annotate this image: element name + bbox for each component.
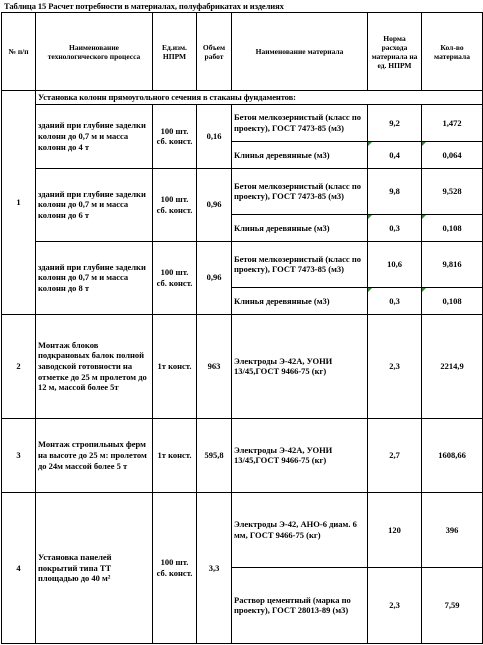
row3-volume: 595,8 <box>197 418 232 492</box>
header-qty: Кол-во материала <box>422 13 483 91</box>
table-caption: Таблица 15 Расчет потребности в материалах, полуфабрикатах и изделиях <box>4 1 284 11</box>
row3-process: Монтаж стропильных ферм на высоте до 25 м: пролетом до 24м массой более 5 т <box>36 418 153 492</box>
row4-m2-norm: 2,3 <box>368 567 422 643</box>
materials-table <box>1 12 483 644</box>
row3-norm: 2,7 <box>368 418 422 492</box>
row2-num: 2 <box>2 314 36 418</box>
row2-unit: 1т конст. <box>153 314 197 418</box>
table-row <box>2 314 483 418</box>
row1-section-title: Установка колонн прямоугольного сечения в стаканы фундаментов: <box>36 91 483 105</box>
row1-g1-m2-qty-value: 0,064 <box>442 149 462 160</box>
table-row <box>2 168 483 215</box>
row1-g1-m2-name: Клинья деревянные (м3) <box>232 142 368 168</box>
row1-g3-unit: 100 шт. сб. конст. <box>153 241 197 314</box>
row1-g3-process: зданий при глубине заделки колонн до 0,7 м и масса колонн до 8 т <box>36 241 153 314</box>
row1-g1-process: зданий при глубине заделки колонн до 0,7 м и масса колонн до 4 т <box>36 104 153 168</box>
cell-marker-icon <box>368 215 372 219</box>
row1-g2-process: зданий при глубине заделки колонн до 0,7 м и масса колонн до 6 т <box>36 168 153 241</box>
header-volume: Объем работ <box>197 13 232 91</box>
cell-marker-icon <box>422 142 426 146</box>
row1-g3-m1-name: Бетон мелкозернистый (класс по проекту), ГОСТ 7473-85 (м3) <box>232 241 368 288</box>
row1-g1-m2-norm-value: 0,4 <box>389 149 400 160</box>
header-material: Наименование материала <box>232 13 368 91</box>
row4-m2-qty: 7,59 <box>422 567 483 643</box>
row3-unit: 1т конст. <box>153 418 197 492</box>
row2-norm: 2,3 <box>368 314 422 418</box>
row1-g2-volume: 0,96 <box>197 168 232 241</box>
table-row <box>2 104 483 141</box>
cell-marker-icon <box>422 215 426 219</box>
row1-g2-m2-norm-value: 0,3 <box>389 222 400 233</box>
row1-g1-unit: 100 шт. сб. конст. <box>153 104 197 168</box>
header-norm: Норма расхода материала на ед. НПРМ <box>368 13 422 91</box>
row3-material: Электроды Э-42А, УОНИ 13/45,ГОСТ 9466-75 (кг) <box>232 418 368 492</box>
row2-volume: 963 <box>197 314 232 418</box>
row1-g1-m1-norm: 9,2 <box>368 104 422 141</box>
row1-g1-m2-norm <box>368 142 422 168</box>
row4-m1-qty: 396 <box>422 492 483 567</box>
row1-g3-volume: 0,96 <box>197 241 232 314</box>
cell-marker-icon <box>368 288 372 292</box>
row4-volume: 3,3 <box>197 492 232 643</box>
row1-g2-m1-qty: 9,528 <box>422 168 483 215</box>
row4-m1-norm: 120 <box>368 492 422 567</box>
row2-process: Монтаж блоков подкрановых балок полной заводской готовности на отметке до 25 м пролетом до 12 м, массой более 5т <box>36 314 153 418</box>
row1-g1-m2-qty <box>422 142 483 168</box>
header-process: Наименование технологического процесса <box>36 13 153 91</box>
row4-unit: 100 шт. сб. конст. <box>153 492 197 643</box>
row1-g3-m2-qty <box>422 288 483 314</box>
row1-g2-m2-qty <box>422 215 483 241</box>
row1-g2-unit: 100 шт. сб. конст. <box>153 168 197 241</box>
row1-g1-volume: 0,16 <box>197 104 232 168</box>
table-row <box>2 91 483 105</box>
row4-num: 4 <box>2 492 36 643</box>
table-header-row <box>2 13 483 91</box>
row1-g3-m2-norm <box>368 288 422 314</box>
row1-g3-m2-qty-value: 0,108 <box>442 295 462 306</box>
cell-marker-icon <box>422 288 426 292</box>
table-row <box>2 418 483 492</box>
row4-m2-name: Раствор цементный (марка по проекту), ГОСТ 28013-89 (м3) <box>232 567 368 643</box>
row1-g1-m1-name: Бетон мелкозернистый (класс по проекту), ГОСТ 7473-85 (м3) <box>232 104 368 141</box>
row4-process: Установка панелей покрытий типа ТТ площадью до 40 м² <box>36 492 153 643</box>
table-row <box>2 241 483 288</box>
cell-marker-icon <box>368 142 372 146</box>
row1-g2-m2-norm <box>368 215 422 241</box>
header-num: № п/п <box>2 13 36 91</box>
row1-num: 1 <box>2 91 36 315</box>
row3-qty: 1608,66 <box>422 418 483 492</box>
table-row <box>2 492 483 567</box>
row1-g3-m1-norm: 10,6 <box>368 241 422 288</box>
row1-g2-m1-norm: 9,8 <box>368 168 422 215</box>
row1-g2-m2-name: Клинья деревянные (м3) <box>232 215 368 241</box>
row4-m1-name: Электроды Э-42, АНО-6 диам. 6 мм, ГОСТ 9466-75 (кг) <box>232 492 368 567</box>
row1-g3-m2-norm-value: 0,3 <box>389 295 400 306</box>
row3-num: 3 <box>2 418 36 492</box>
row1-g2-m1-name: Бетон мелкозернистый (класс по проекту), ГОСТ 7473-85 (м3) <box>232 168 368 215</box>
row1-g3-m2-name: Клинья деревянные (м3) <box>232 288 368 314</box>
header-unit: Ед.изм. НПРМ <box>153 13 197 91</box>
row2-material: Электроды Э-42А, УОНИ 13/45,ГОСТ 9466-75 (кг) <box>232 314 368 418</box>
row1-g1-m1-qty: 1,472 <box>422 104 483 141</box>
row1-g2-m2-qty-value: 0,108 <box>442 222 462 233</box>
row1-g3-m1-qty: 9,816 <box>422 241 483 288</box>
row2-qty: 2214,9 <box>422 314 483 418</box>
